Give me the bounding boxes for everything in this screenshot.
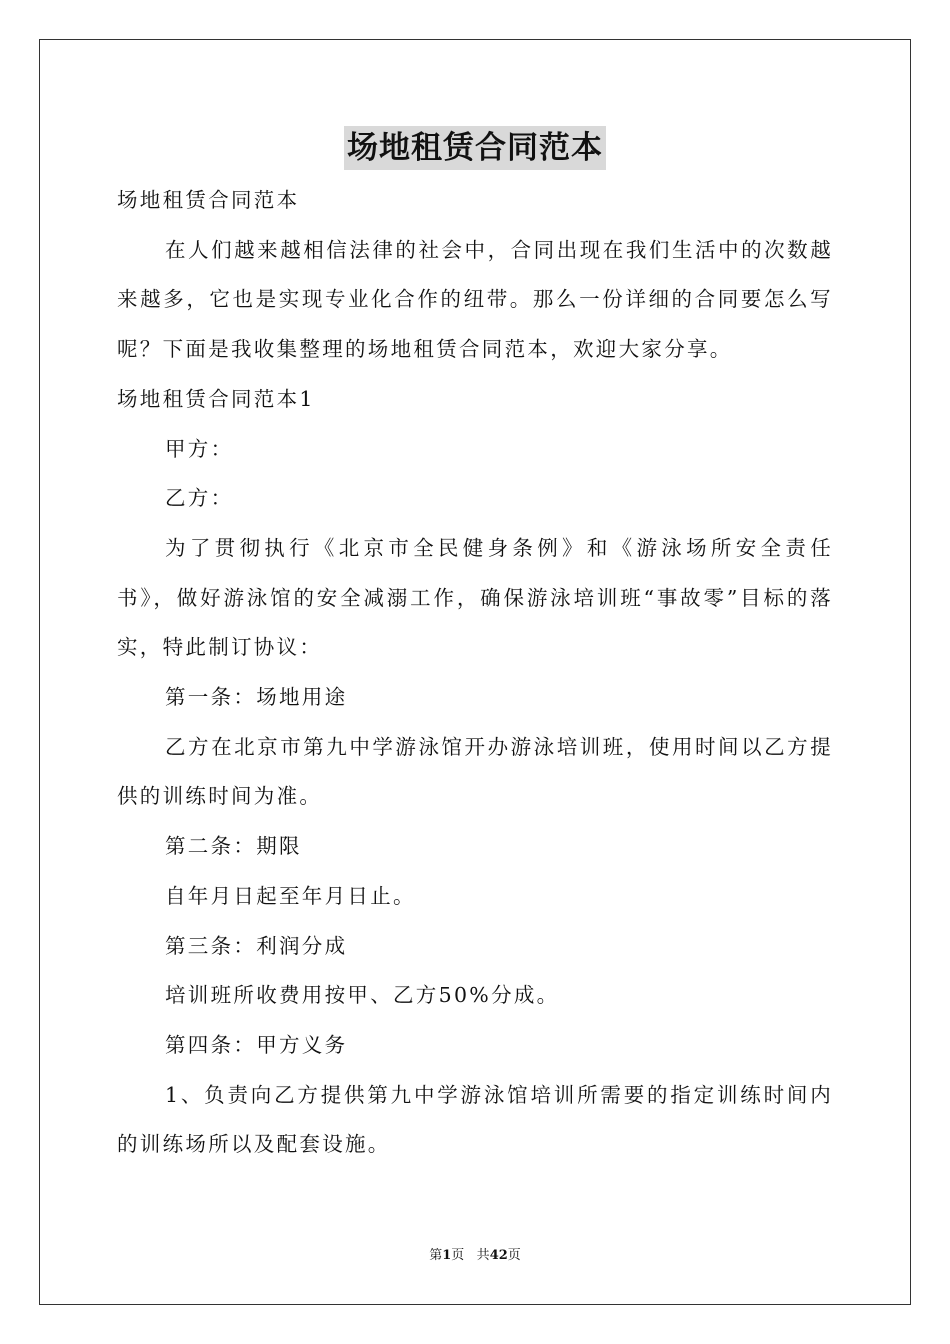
paragraph: 甲方： <box>165 436 234 461</box>
total-prefix: 共 <box>476 1248 490 1263</box>
paragraph: 场地租赁合同范本 <box>117 188 300 212</box>
document-title: 场地租赁合同范本 <box>344 126 606 170</box>
document-body <box>117 176 833 1170</box>
title-container <box>0 126 950 170</box>
paragraph: 自年月日起至年月日止。 <box>165 883 416 908</box>
page-number: 1 <box>442 1248 452 1263</box>
paragraph: 1、负责向乙方提供第九中学游泳馆培训所需要的指定训练时间内的训练场所以及配套设施。 <box>117 1082 833 1157</box>
paragraph: 第二条：期限 <box>165 834 302 859</box>
paragraph: 第三条：利润分成 <box>165 933 348 958</box>
paragraph: 第一条：场地用途 <box>165 685 348 710</box>
paragraph: 在人们越来越相信法律的社会中，合同出现在我们生活中的次数越来越多，它也是实现专业化合作的纽带。那么一份详细的合同要怎么写呢？下面是我收集整理的场地租赁合同范本，欢迎大家分享。 <box>117 237 833 362</box>
paragraph: 第四条：甲方义务 <box>165 1032 348 1057</box>
total-suffix: 页 <box>507 1248 521 1263</box>
paragraph: 乙方： <box>165 486 234 511</box>
page-prefix: 第 <box>429 1248 443 1263</box>
page-footer <box>0 1244 950 1263</box>
paragraph: 为了贯彻执行《北京市全民健身条例》和《游泳场所安全责任书》，做好游泳馆的安全减溺工作，确保游泳培训班“事故零”目标的落实，特此制订协议： <box>117 535 833 660</box>
page-suffix: 页 <box>451 1248 465 1263</box>
total-pages: 42 <box>489 1248 508 1263</box>
paragraph: 场地租赁合同范本1 <box>117 386 315 411</box>
paragraph: 乙方在北京市第九中学游泳馆开办游泳培训班，使用时间以乙方提供的训练时间为准。 <box>117 734 833 809</box>
paragraph: 培训班所收费用按甲、乙方50%分成。 <box>165 983 560 1008</box>
